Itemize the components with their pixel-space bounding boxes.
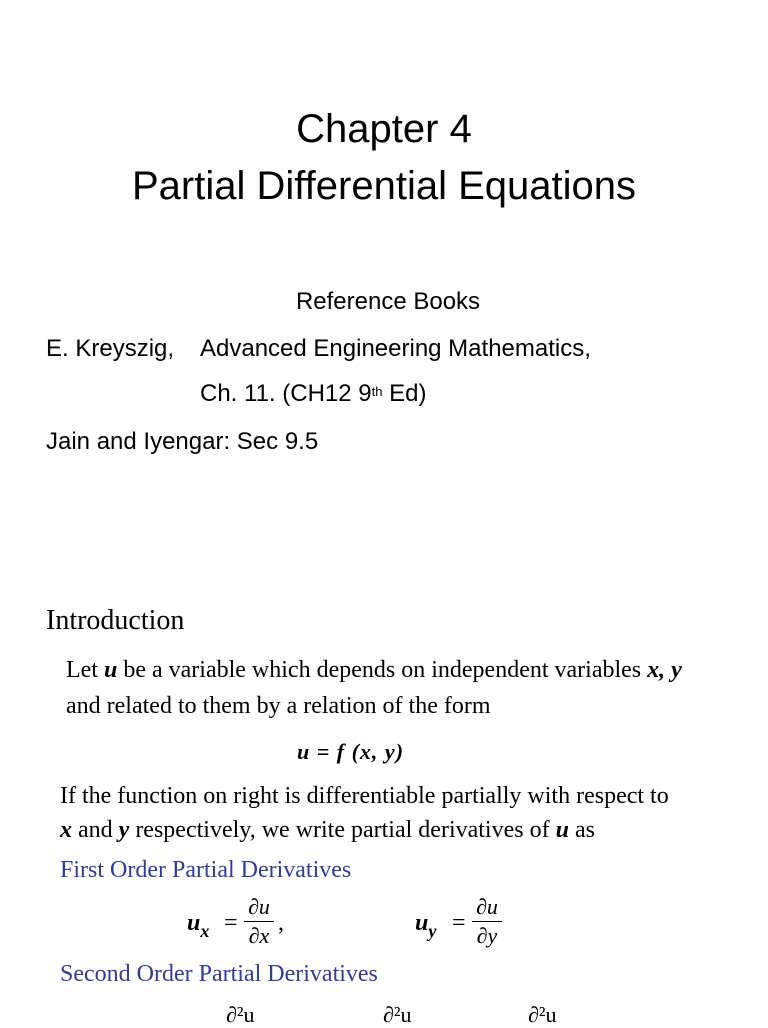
reference-author: E. Kreyszig, [46, 335, 175, 362]
second-order-numerator-3: ∂²u [528, 1002, 557, 1027]
uy-equals: = [452, 910, 466, 936]
text-run: Let [66, 657, 104, 683]
ux-comma: , [278, 910, 284, 936]
subscript-y: y [428, 921, 437, 941]
title-line-1: Chapter 4 [296, 107, 472, 151]
reference-second: Jain and Iyengar: Sec 9.5 [46, 428, 319, 455]
intro-paragraph-2-line-1: If the function on right is differentiable partially with respect to [60, 783, 669, 809]
reference-book: Advanced Engineering Mathematics, [200, 335, 591, 362]
var-u: u [415, 910, 429, 936]
var-u: u [103, 657, 118, 683]
ux-equals: = [224, 910, 238, 936]
uy-lhs [415, 910, 437, 941]
intro-paragraph-1-line-1 [66, 656, 682, 684]
reference-chapter-suffix: Ed) [382, 380, 427, 407]
text-run: as [568, 817, 595, 843]
reference-heading: Reference Books [295, 288, 481, 315]
first-order-heading: First Order Partial Derivatives [60, 857, 352, 883]
second-order-heading: Second Order Partial Derivatives [60, 961, 378, 987]
var-xy: x, y [647, 657, 682, 683]
intro-paragraph-2-line-2 [60, 816, 595, 844]
var-x: x [60, 817, 72, 843]
text-run: and [72, 817, 119, 843]
text-run: respectively, we write partial derivatives of [129, 817, 556, 843]
text-run: be a variable which depends on independent variables [117, 657, 648, 683]
fraction-bar [472, 921, 502, 922]
introduction-heading: Introduction [46, 605, 185, 636]
fraction-numerator: ∂u [476, 894, 498, 919]
var-u: u [555, 817, 569, 843]
fraction-denominator: ∂y [476, 923, 498, 948]
intro-paragraph-1-line-2: and related to them by a relation of the form [66, 693, 491, 719]
second-order-numerator-2: ∂²u [383, 1002, 412, 1027]
relation-equation: u = f (x, y) [297, 739, 405, 764]
fraction-bar [244, 921, 274, 922]
ux-fraction [244, 894, 274, 949]
fraction-denominator: ∂x [248, 923, 270, 948]
second-order-numerator-1: ∂²u [226, 1002, 255, 1027]
reference-chapter-sup: th [371, 384, 383, 399]
var-u: u [187, 910, 201, 936]
reference-chapter-prefix: Ch. 11. (CH12 9 [200, 380, 372, 407]
ux-lhs [187, 910, 210, 941]
subscript-x: x [200, 921, 210, 941]
uy-fraction [472, 894, 502, 949]
var-y: y [118, 817, 130, 843]
title-line-2: Partial Differential Equations [132, 164, 636, 208]
reference-chapter [200, 380, 427, 408]
fraction-numerator: ∂u [248, 894, 270, 919]
